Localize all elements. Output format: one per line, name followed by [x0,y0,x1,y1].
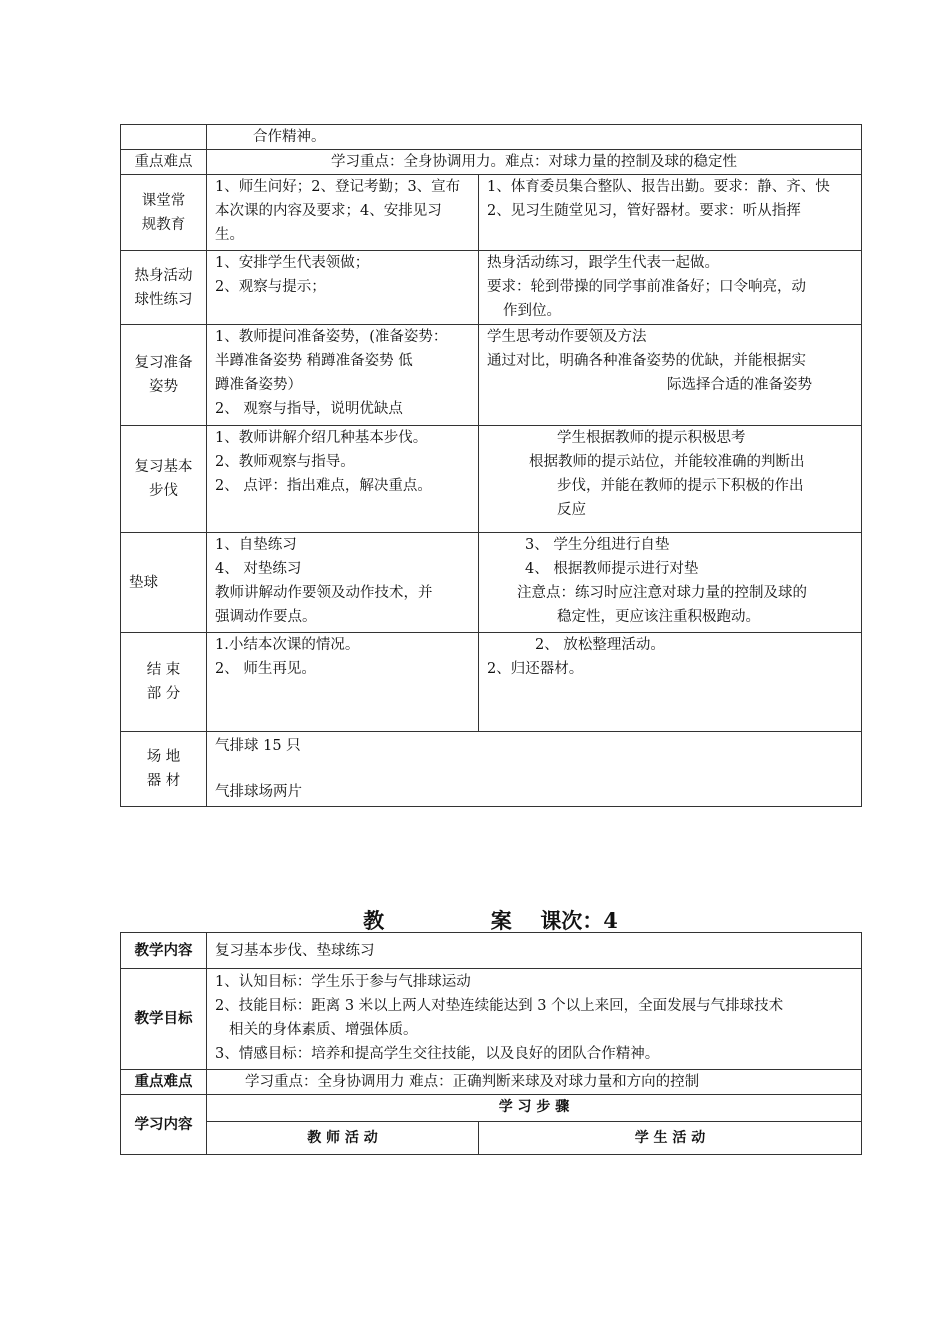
table-row [121,150,862,175]
table-row [121,533,862,633]
table-row [121,1095,862,1122]
table-row [121,1122,862,1155]
table-row [121,426,862,533]
row-label: 垫球 [121,533,207,633]
key-points-text: 学习重点：全身协调用力 难点：正确判断来球及对球力量和方向的控制 [207,1070,862,1095]
lesson-plan-table-1 [120,124,862,807]
student-activity-header: 学 生 活 动 [479,1122,862,1155]
table-row [121,325,862,426]
study-steps-header: 学 习 步 骤 [207,1095,862,1122]
table-row [121,933,862,969]
table-row [121,125,862,150]
row-label: 重点难点 [121,150,207,175]
teacher-activity: 1、自垫练习 4、 对垫练习 教师讲解动作要领及动作技术，并 强调动作要点。 [207,533,479,633]
teacher-activity: 1.小结本次课的情况。 2、 师生再见。 [207,633,479,732]
key-points-text: 学习重点：全身协调用力。难点：对球力量的控制及球的稳定性 [207,150,862,175]
teacher-activity: 1、教师提问准备姿势，(准备姿势： 半蹲准备姿势 稍蹲准备姿势 低 蹲准备姿势） 2、 观察与指导，说明优缺点 [207,325,479,426]
student-activity: 3、 学生分组进行自垫 4、 根据教师提示进行对垫 注意点：练习时应注意对球力量的控制及球的 稳定性，更应该注重积极跑动。 [479,533,862,633]
row-label: 热身活动 球性练习 [121,251,207,325]
student-activity: 2、 放松整理活动。 2、归还器材。 [479,633,862,732]
teacher-activity-header: 教 师 活 动 [207,1122,479,1155]
row-label: 场 地 器 材 [121,732,207,807]
lesson-content: 复习基本步伐、垫球练习 [207,933,862,969]
row-label: 结 束 部 分 [121,633,207,732]
table-row [121,251,862,325]
empty-label-cell [121,125,207,150]
teacher-activity: 1、师生问好；2、登记考勤；3、宣布 本次课的内容及要求；4、安排见习 生。 [207,175,479,251]
teacher-activity: 1、教师讲解介绍几种基本步伐。 2、教师观察与指导。 2、 点评：指出难点，解决重点。 [207,426,479,533]
lesson-plan-table-2 [120,932,862,1155]
student-activity: 1、体育委员集合整队、报告出勤。要求：静、齐、快 2、见习生随堂见习，管好器材。要求：听从指挥 [479,175,862,251]
row-label: 课堂常 规教育 [121,175,207,251]
row-label: 复习准备 姿势 [121,325,207,426]
student-activity: 热身活动练习，跟学生代表一起做。 要求：轮到带操的同学事前准备好；口令响亮，动 作到位。 [479,251,862,325]
row-label: 复习基本 步伐 [121,426,207,533]
venue-equipment: 气排球 15 只 气排球场两片 [207,732,862,807]
lesson-goals: 1、认知目标：学生乐于参与气排球运动 2、技能目标：距离 3 米以上两人对垫连续能达到 3 个以上来回，全面发展与气排球技术 相关的身体素质、增强体质。 3、情感目标：培养和提高学生交往技能，以及良好的团队合作精神。 [207,969,862,1070]
row-label: 重点难点 [121,1070,207,1095]
row-label: 教学内容 [121,933,207,969]
row-label: 学习内容 [121,1095,207,1155]
teacher-activity: 1、安排学生代表领做； 2、观察与提示； [207,251,479,325]
table-row [121,175,862,251]
student-activity: 学生思考动作要领及方法 通过对比，明确各种准备姿势的优缺，并能根据实 际选择合适的准备姿势 [479,325,862,426]
table-row [121,969,862,1070]
continued-text: 合作精神。 [253,129,326,145]
table-row [121,633,862,732]
student-activity: 学生根据教师的提示积极思考 根据教师的提示站位，并能较准确的判断出 步伐，并能在教师的提示下积极的作出 反应 [479,426,862,533]
lesson-plan-title: 教 案 课次：4 [363,908,618,933]
table-row [121,732,862,807]
table-row [121,1070,862,1095]
row-label: 教学目标 [121,969,207,1070]
